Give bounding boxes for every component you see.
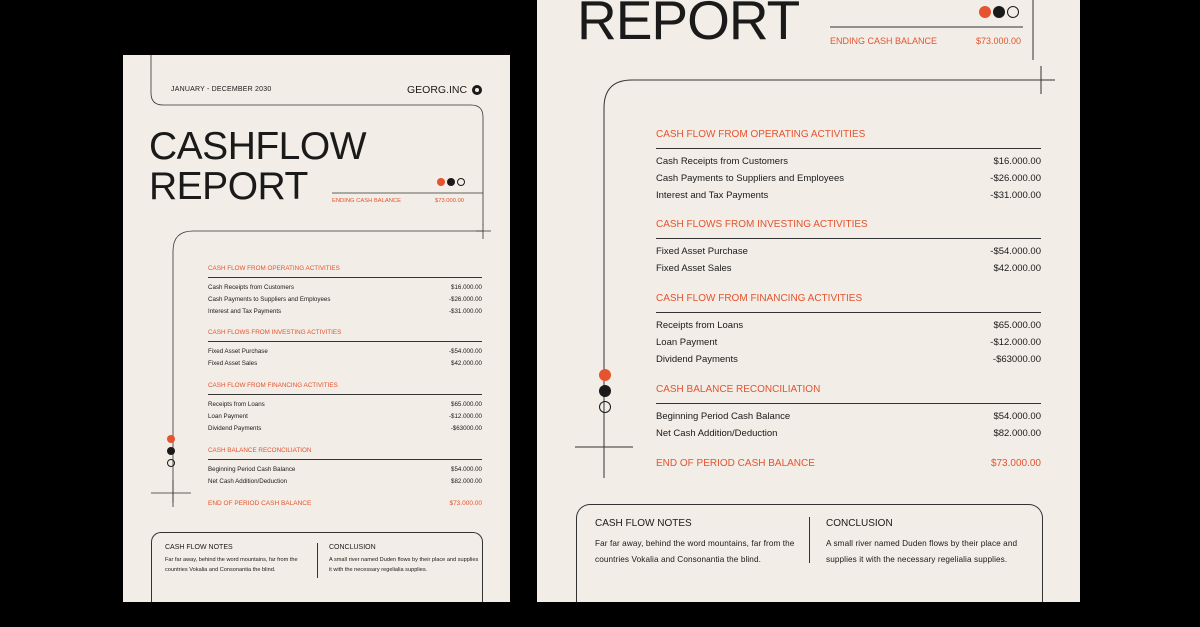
section-reconciliation (656, 384, 1041, 445)
outline-dot-icon (599, 401, 611, 413)
section-investing (656, 219, 1041, 280)
row-label: Beginning Period Cash Balance (208, 466, 296, 473)
row-value: -$12.000.00 (448, 413, 482, 420)
notes-box (576, 504, 1043, 602)
orange-dot-icon (599, 369, 611, 381)
conclusion-column (826, 518, 1031, 567)
report-page-right (537, 0, 1080, 602)
row-value: -$12.000.00 (990, 337, 1041, 348)
title-line-1: CASHFLOW (149, 125, 367, 168)
section-financing (656, 293, 1041, 371)
row-label: Fixed Asset Purchase (208, 348, 268, 355)
section-reconciliation (208, 447, 482, 490)
date-range: JANUARY - DECEMBER 2030 (171, 86, 272, 93)
conclusion-column (329, 544, 479, 575)
row-value: $54.000.00 (451, 466, 482, 473)
end-period-row (656, 458, 1041, 475)
page-title: REPORT (577, 0, 800, 51)
row-value: $16.000.00 (451, 284, 482, 291)
row-label: Net Cash Addition/Deduction (656, 428, 778, 439)
vertical-dots (599, 369, 611, 417)
orange-dot-icon (167, 435, 175, 443)
row-label: Cash Receipts from Customers (656, 156, 788, 167)
table-row (656, 428, 1041, 445)
row-label: Receipts from Loans (208, 401, 265, 408)
conclusion-text: A small river named Duden flows by their place and supplies it with the necessary regelialia supplies. (826, 539, 1018, 564)
table-row (208, 466, 482, 478)
table-row (656, 173, 1041, 190)
row-label: Receipts from Loans (656, 320, 744, 331)
black-dot-icon (167, 447, 175, 455)
outline-dot-icon (167, 459, 175, 467)
outline-dot-icon (457, 178, 465, 186)
outline-dot-icon (1007, 6, 1019, 18)
black-dot-icon (993, 6, 1005, 18)
row-value: -$63000.00 (450, 425, 482, 432)
row-label: Fixed Asset Sales (208, 360, 258, 367)
row-value: -$54.000.00 (448, 348, 482, 355)
end-period-row (208, 500, 482, 512)
section-financing (208, 382, 482, 437)
row-label: Dividend Payments (656, 354, 738, 365)
conclusion-heading: CONCLUSION (826, 518, 893, 529)
section-heading: CASH FLOW FROM FINANCING ACTIVITIES (656, 293, 1041, 313)
row-value: -$26.000.00 (448, 296, 482, 303)
row-label: Cash Payments to Suppliers and Employees (656, 173, 844, 184)
table-row (208, 348, 482, 360)
row-value: $42.000.00 (993, 263, 1041, 274)
table-row (208, 308, 482, 320)
brand-logo-icon (472, 85, 482, 95)
end-period-label: END OF PERIOD CASH BALANCE (208, 500, 312, 507)
row-value: -$31.000.00 (448, 308, 482, 315)
conclusion-heading: CONCLUSION (329, 544, 376, 551)
notes-heading: CASH FLOW NOTES (165, 544, 233, 551)
notes-text: Far far away, behind the word mountains, far from the countries Vokalia and Consonantia the blind. (165, 557, 298, 573)
table-row (656, 354, 1041, 371)
section-heading: CASH FLOW FROM OPERATING ACTIVITIES (656, 129, 1041, 149)
title-line-2: REPORT (149, 165, 308, 208)
table-row (656, 246, 1041, 263)
notes-divider (809, 517, 810, 563)
row-label: Interest and Tax Payments (656, 190, 769, 201)
row-label: Cash Receipts from Customers (208, 284, 294, 291)
section-investing (208, 329, 482, 372)
color-dots (979, 6, 1021, 24)
row-label: Net Cash Addition/Deduction (208, 478, 288, 485)
section-heading: CASH FLOWS FROM INVESTING ACTIVITIES (208, 329, 482, 342)
row-label: Cash Payments to Suppliers and Employees (208, 296, 331, 303)
row-value: $82.000.00 (993, 428, 1041, 439)
row-value: $82.000.00 (451, 478, 482, 485)
end-period-label: END OF PERIOD CASH BALANCE (656, 458, 815, 469)
black-dot-icon (447, 178, 455, 186)
row-value: -$26.000.00 (990, 173, 1041, 184)
table-row (208, 296, 482, 308)
notes-heading: CASH FLOW NOTES (595, 518, 692, 529)
table-row (656, 263, 1041, 280)
row-label: Dividend Payments (208, 425, 262, 432)
section-operating (208, 265, 482, 320)
row-value: -$31.000.00 (990, 190, 1041, 201)
section-heading: CASH BALANCE RECONCILIATION (656, 384, 1041, 404)
notes-box (151, 532, 483, 602)
company-name: GEORG.INC (407, 84, 468, 96)
row-value: -$54.000.00 (990, 246, 1041, 257)
table-row (656, 337, 1041, 354)
section-heading: CASH BALANCE RECONCILIATION (208, 447, 482, 460)
ending-cash-value: $73.000.00 (435, 198, 465, 204)
ending-cash-label: ENDING CASH BALANCE (830, 36, 938, 46)
row-label: Fixed Asset Purchase (656, 246, 748, 257)
table-row (208, 413, 482, 425)
table-row (208, 401, 482, 413)
notes-text: Far far away, behind the word mountains, far from the countries Vokalia and Consonantia the blind. (595, 539, 795, 564)
table-row (656, 156, 1041, 173)
section-heading: CASH FLOWS FROM INVESTING ACTIVITIES (656, 219, 1041, 239)
notes-column (165, 544, 315, 575)
ending-cash-value: $73.000.00 (976, 36, 1022, 46)
black-dot-icon (599, 385, 611, 397)
table-row (208, 284, 482, 296)
row-value: $54.000.00 (993, 411, 1041, 422)
table-row (208, 360, 482, 372)
end-period-value: $73.000.00 (990, 458, 1041, 469)
table-row (208, 478, 482, 490)
notes-divider (317, 543, 318, 578)
orange-dot-icon (979, 6, 991, 18)
row-value: $65.000.00 (993, 320, 1041, 331)
end-period-value: $73.000.00 (449, 500, 482, 507)
notes-column (595, 518, 800, 567)
table-row (656, 190, 1041, 207)
orange-dot-icon (437, 178, 445, 186)
vertical-dots (167, 435, 175, 471)
table-row (656, 411, 1041, 428)
row-value: $65.000.00 (451, 401, 482, 408)
row-value: $42.000.00 (451, 360, 482, 367)
row-label: Beginning Period Cash Balance (656, 411, 791, 422)
section-operating (656, 129, 1041, 207)
conclusion-text: A small river named Duden flows by their place and supplies it with the necessary regelialia supplies. (329, 557, 479, 573)
ending-cash-label: ENDING CASH BALANCE (332, 198, 401, 204)
row-label: Fixed Asset Sales (656, 263, 732, 274)
row-label: Loan Payment (208, 413, 248, 420)
section-heading: CASH FLOW FROM OPERATING ACTIVITIES (208, 265, 482, 278)
row-label: Interest and Tax Payments (208, 308, 282, 315)
page-title (149, 127, 366, 207)
table-row (656, 320, 1041, 337)
row-value: -$63000.00 (992, 354, 1041, 365)
row-value: $16.000.00 (993, 156, 1041, 167)
report-page-left (123, 55, 510, 602)
table-row (208, 425, 482, 437)
row-label: Loan Payment (656, 337, 718, 348)
section-heading: CASH FLOW FROM FINANCING ACTIVITIES (208, 382, 482, 395)
color-dots (437, 178, 467, 196)
